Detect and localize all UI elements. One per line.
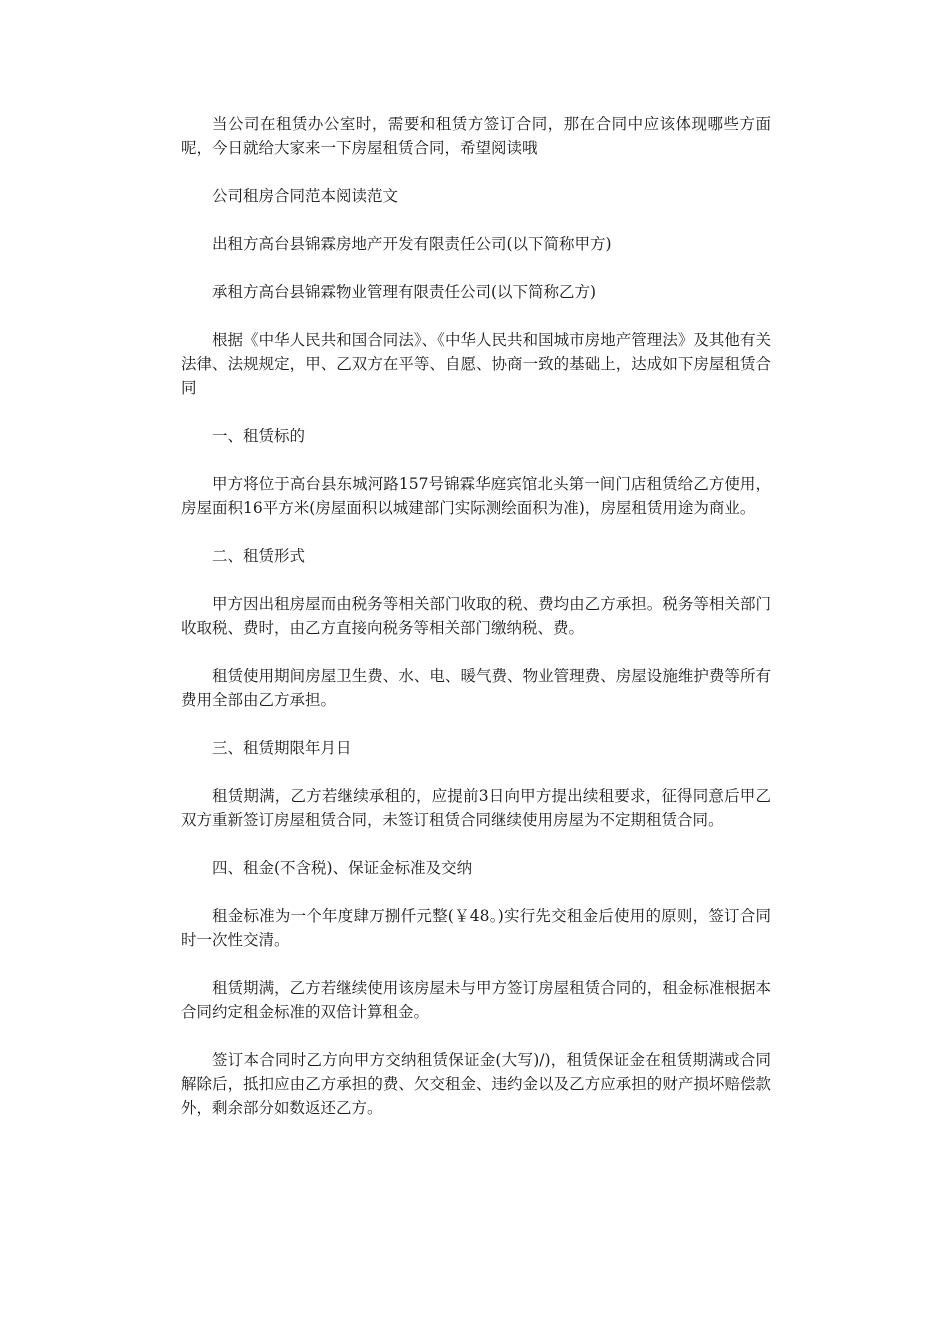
section-4-paragraph-1: 租金标准为一个年度肆万捌仟元整(￥48。)实行先交租金后使用的原则，签订合同时一次性交清。 [181,907,771,949]
section-2-paragraph-1: 甲方因出租房屋而由税务等相关部门收取的税、费均由乙方承担。税务等相关部门收取税、费时，由乙方直接向税务等相关部门缴纳税、费。 [181,595,771,637]
section-1-paragraph: 甲方将位于高台县东城河路157号锦霖华庭宾馆北头第一间门店租赁给乙方使用，房屋面积16平方米(房屋面积以城建部门实际测绘面积为准)，房屋租赁用途为商业。 [181,475,771,517]
intro-paragraph: 当公司在租赁办公室时，需要和租赁方签订合同，那在合同中应该体现哪些方面呢，今日就给大家来一下房屋租赁合同，希望阅读哦 [181,115,771,157]
section-4-paragraph-3: 签订本合同时乙方向甲方交纳租赁保证金(大写)/)，租赁保证金在租赁期满或合同解除后，抵扣应由乙方承担的费、欠交租金、违约金以及乙方应承担的财产损坏赔偿款外，剩余部分如数返还乙方。 [181,1051,771,1117]
section-heading-4: 四、租金(不含税)、保证金标准及交纳 [212,859,473,877]
section-heading-3: 三、租赁期限年月日 [212,739,352,757]
lessor-line: 出租方高台县锦霖房地产开发有限责任公司(以下简称甲方) [212,235,612,253]
section-heading-2: 二、租赁形式 [212,547,306,565]
section-4-paragraph-2: 租赁期满，乙方若继续使用该房屋未与甲方签订房屋租赁合同的，租金标准根据本合同约定租金标准的双倍计算租金。 [181,979,771,1021]
document-title: 公司租房合同范本阅读范文 [212,187,399,205]
document-body [181,112,771,1144]
lessee-line: 承租方高台县锦霖物业管理有限责任公司(以下简称乙方) [212,283,597,301]
legal-basis-paragraph: 根据《中华人民共和国合同法》、《中华人民共和国城市房地产管理法》及其他有关法律、法规规定，甲、乙双方在平等、自愿、协商一致的基础上，达成如下房屋租赁合同 [181,331,771,397]
section-3-paragraph: 租赁期满，乙方若继续承租的，应提前3日向甲方提出续租要求，征得同意后甲乙双方重新签订房屋租赁合同，未签订租赁合同继续使用房屋为不定期租赁合同。 [181,787,771,829]
section-2-paragraph-2: 租赁使用期间房屋卫生费、水、电、暖气费、物业管理费、房屋设施维护费等所有费用全部由乙方承担。 [181,667,771,709]
section-heading-1: 一、租赁标的 [212,427,306,445]
